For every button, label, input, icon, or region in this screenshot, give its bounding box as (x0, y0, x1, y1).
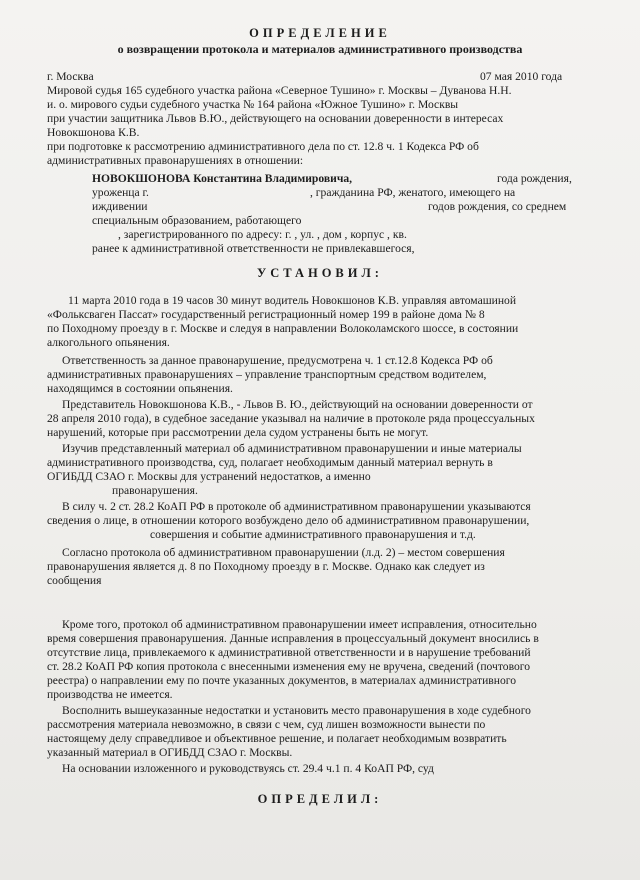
paragraph-line: Представитель Новокшонова К.В., - Львов В. Ю., действующий на основании доверенности от (62, 398, 533, 411)
paragraph-line: На основании изложенного и руководствуясь ст. 29.4 ч.1 п. 4 КоАП РФ, суд (62, 762, 434, 775)
section-heading-established: УСТАНОВИЛ: (257, 266, 383, 280)
intro-line: административных правонарушениях в отношении: (47, 154, 304, 167)
paragraph-line: В силу ч. 2 ст. 28.2 КоАП РФ в протоколе об административном правонарушении указываются (62, 500, 531, 513)
paragraph-line: правонарушения является д. 8 по Походному проезду в г. Москве. Однако как следует из (47, 560, 485, 573)
person-line: ранее к административной ответственности не привлекавшегося, (92, 242, 415, 255)
intro-line: Новокшонова К.В. (47, 126, 140, 139)
paragraph-line: Кроме того, протокол об административном правонарушении имеет исправления, относительно (62, 618, 537, 631)
paragraph-line: реестра) о направлении ему по почте указанных документов, в материалах административного (47, 674, 517, 687)
paragraph-line: ОГИБДД СЗАО г. Москвы для устранений недостатков, а именно (47, 470, 371, 483)
paragraph-line: указанный материал в ОГИБДД СЗАО г. Москвы. (47, 746, 293, 759)
city: г. Москва (47, 70, 94, 83)
paragraph-line: Изучив представленный материал об административном правонарушении и иные материалы (62, 442, 522, 455)
person-birth-year-label: года рождения, (497, 172, 572, 185)
intro-line: Мировой судья 165 судебного участка района «Северное Тушино» г. Москвы – Дуванова Н.Н. (47, 84, 512, 97)
paragraph-line: отсутствие лица, привлекаемого к административной ответственности и в нарушение требований (47, 646, 531, 659)
paragraph-line: «Фольксваген Пассат» государственный регистрационный номер 199 в районе дома № 8 (47, 308, 485, 321)
person-name: НОВОКШОНОВА Константина Владимировича, (92, 172, 353, 185)
paragraph-line: Ответственность за данное правонарушение, предусмотрена ч. 1 ст.12.8 Кодекса РФ об (62, 354, 493, 367)
person-address: , зарегистрированного по адресу: г. , ул. , дом , корпус , кв. (118, 228, 407, 241)
intro-line: при участии защитника Львов В.Ю., действующего на основании доверенности в интересах (47, 112, 504, 125)
document-date: 07 мая 2010 года (480, 70, 563, 83)
paragraph-line: 11 марта 2010 года в 19 часов 30 минут водитель Новокшонов К.В. управляя автомашиной (68, 294, 517, 307)
paragraph-line: административного производства, суд, полагает необходимым данный материал вернуть в (47, 456, 493, 469)
paragraph-line: рассмотрения материала невозможно, в связи с чем, суд лишен возможности вынести по (47, 718, 486, 731)
person-line: специальным образованием, работающего (92, 214, 302, 227)
paragraph-line: сообщения (47, 574, 102, 587)
paragraph-line: находящимся в состоянии опьянения. (47, 382, 233, 395)
paragraph-line: Согласно протокола об административном правонарушении (л.д. 2) – местом совершения (62, 546, 505, 559)
paragraph-line: производства не имеется. (47, 688, 173, 701)
paragraph-line: сведения о лице, в отношении которого возбуждено дело об административном правонарушении, (47, 514, 530, 527)
section-heading-decided: ОПРЕДЕЛИЛ: (257, 792, 383, 806)
paragraph-line: Восполнить вышеуказанные недостатки и установить место правонарушения в ходе судебного (62, 704, 531, 717)
paragraph-line: административных правонарушениях – управление транспортным средством водителем, (47, 368, 487, 381)
paragraph-line: 28 апреля 2010 года), в судебное заседание указывал на наличие в протоколе ряда процессуальных (47, 412, 535, 425)
document-subtitle: о возвращении протокола и материалов административного производства (117, 42, 523, 56)
paragraph-line: совершения и событие административного правонарушения и т.д. (150, 528, 476, 541)
person-line: , гражданина РФ, женатого, имеющего на (310, 186, 516, 199)
paragraph-line: по Походному проезду в г. Москве и следуя в направлении Волоколамского шоссе, в состоянии (47, 322, 519, 335)
person-line: иждивении (92, 200, 148, 213)
person-line: уроженца г. (92, 186, 149, 199)
intro-line: и. о. мирового судьи судебного участка № 164 района «Южное Тушино» г. Москвы (47, 98, 459, 111)
intro-line: при подготовке к рассмотрению административного дела по ст. 12.8 ч. 1 Кодекса РФ об (47, 140, 479, 153)
paragraph-line: ст. 28.2 КоАП РФ копия протокола с внесенными изменения ему не вручена, сведений (почтового (47, 660, 531, 673)
paragraph-line: время совершения правонарушения. Данные исправления в процессуальный документ вносились в (47, 632, 539, 645)
paragraph-line: настоящему делу справедливое и объективное решение, и полагает необходимым возвратить (47, 732, 507, 745)
document-title: ОПРЕДЕЛЕНИЕ (249, 26, 391, 40)
paragraph-line: нарушений, которые при рассмотрении дела судом устранены быть не могут. (47, 426, 429, 439)
paragraph-line: правонарушения. (112, 484, 198, 497)
person-line: годов рождения, со среднем (428, 200, 567, 213)
paragraph-line: алкогольного опьянения. (47, 336, 170, 349)
